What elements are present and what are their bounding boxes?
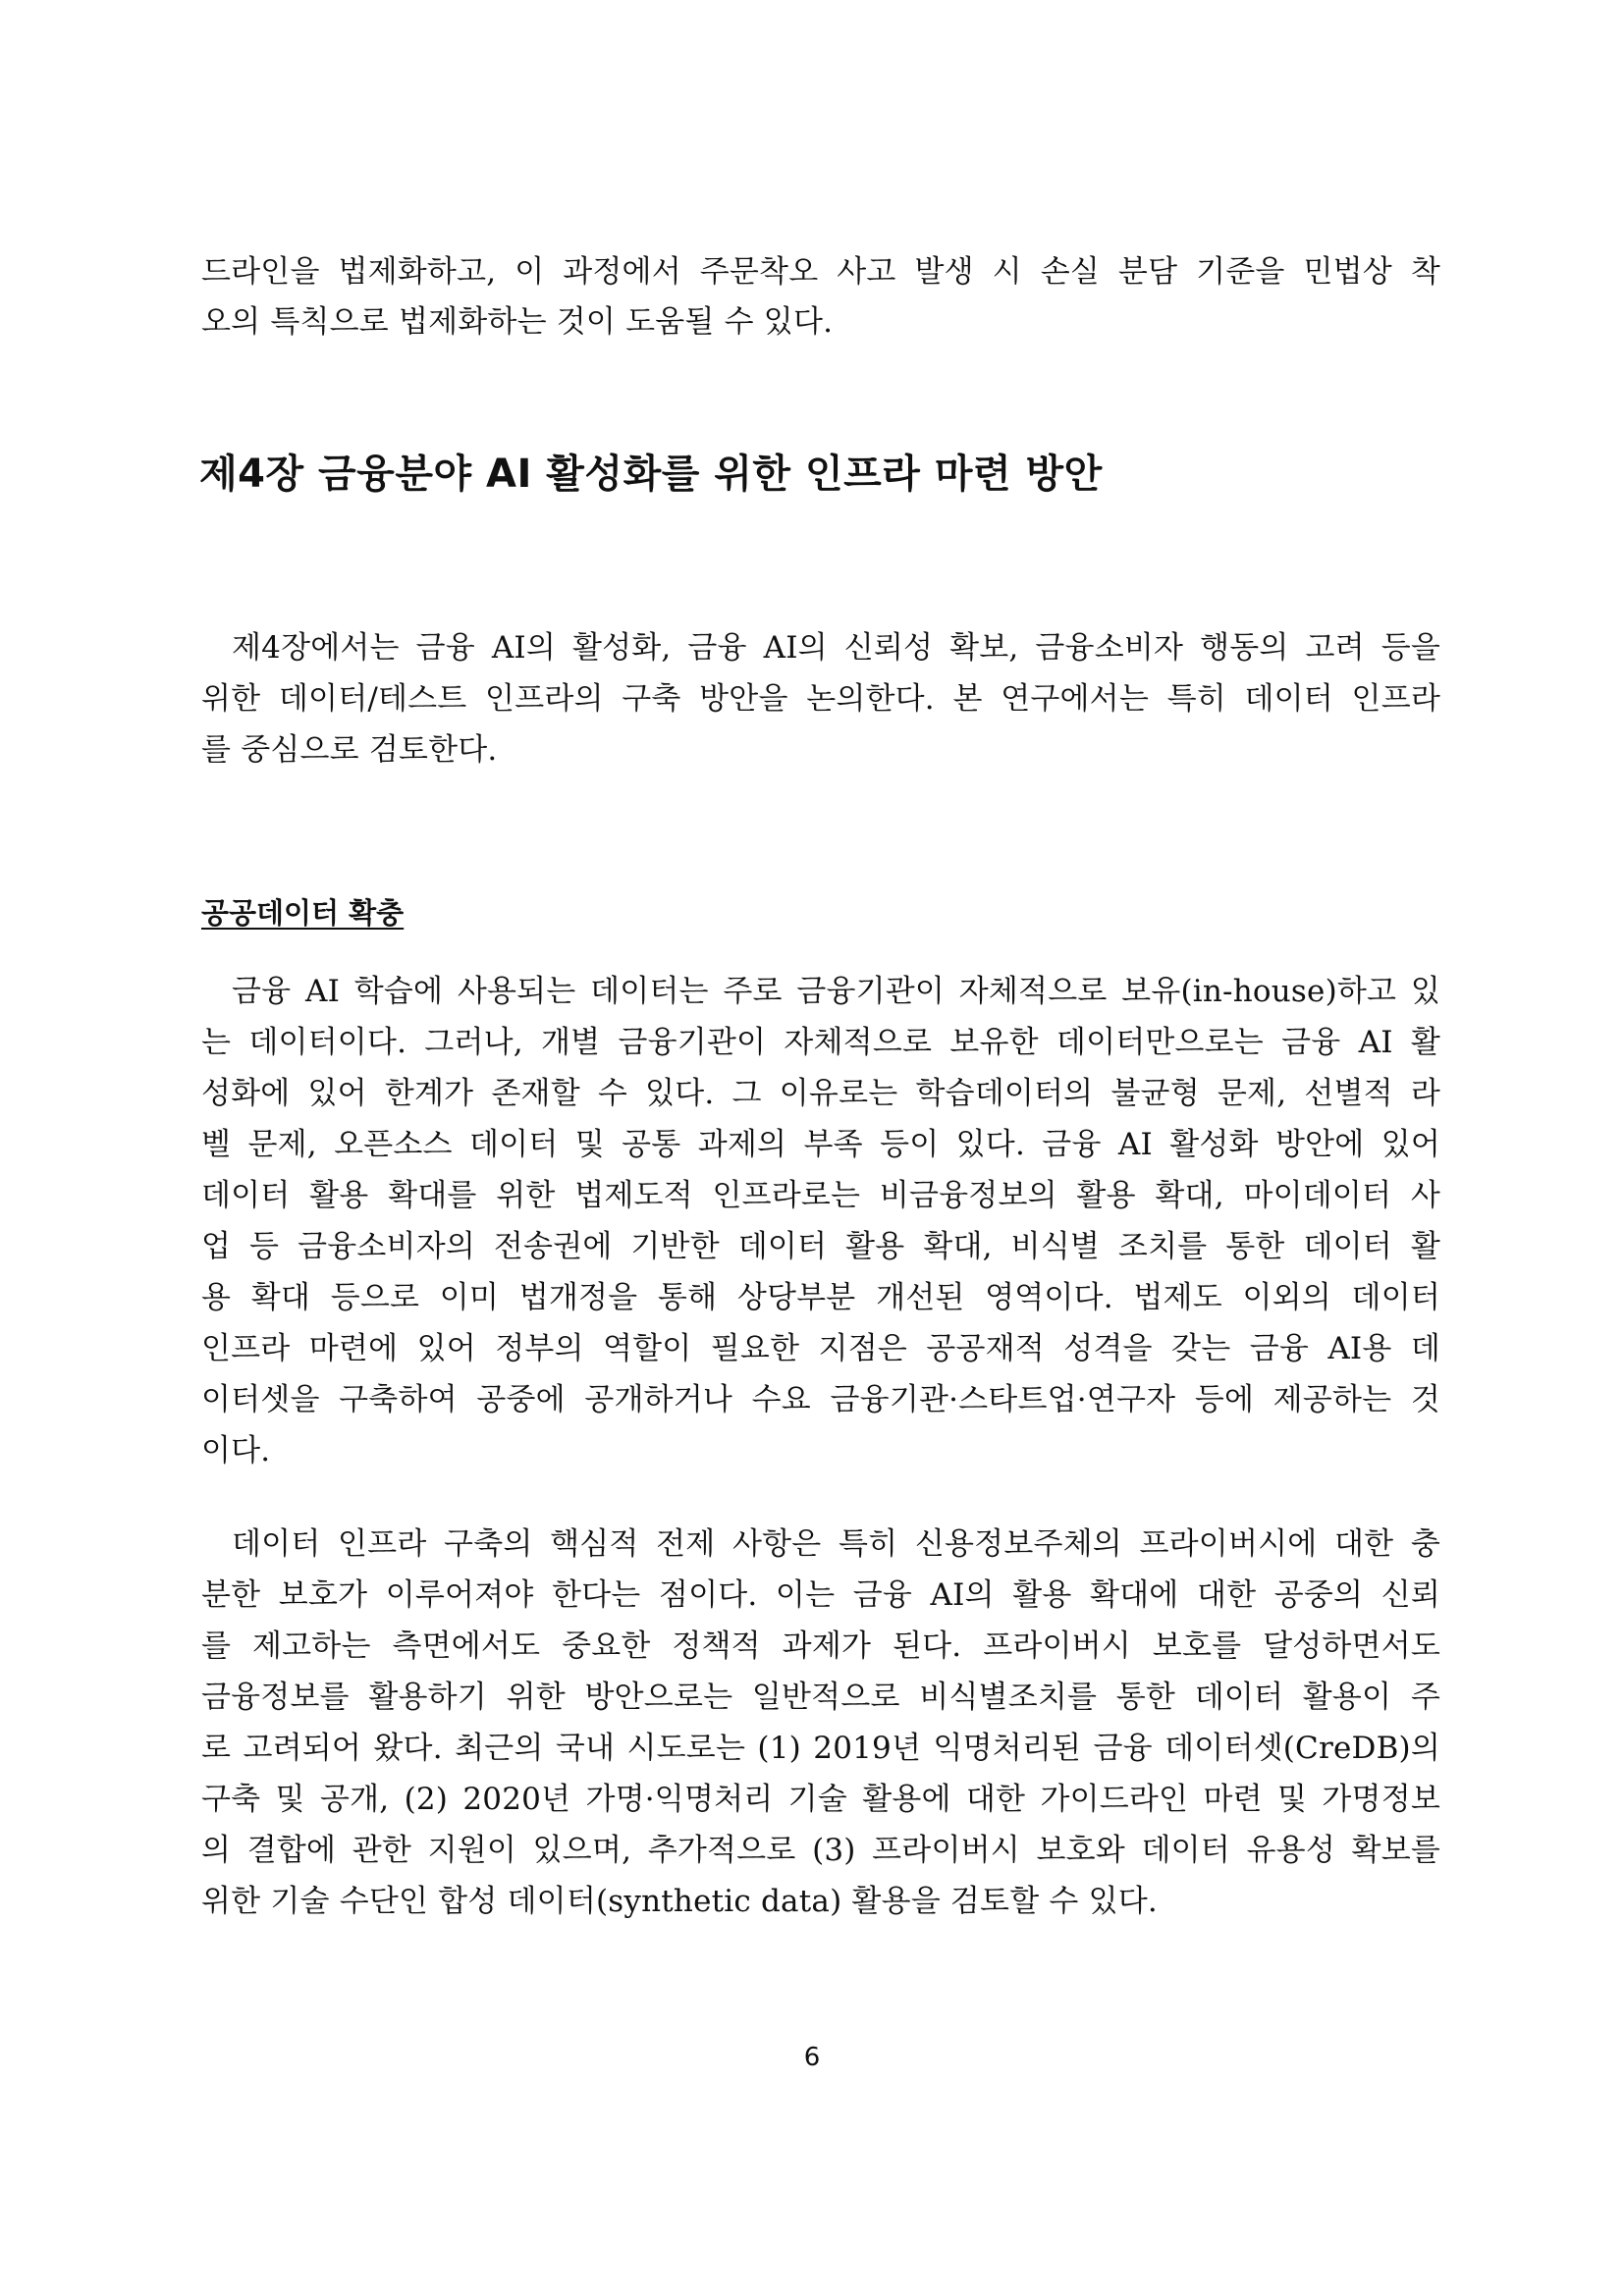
paragraph1-line: 인프라 마련에 있어 정부의 역할이 필요한 지점은 공공재적 성격을 갖는 금융 AI용 데 (201, 1331, 1440, 1366)
continuation-line: 오의 특칙으로 법제화하는 것이 도움될 수 있다. (201, 304, 834, 340)
paragraph1-line: 벨 문제, 오픈소스 데이터 및 공통 과제의 부족 등이 있다. 금융 AI 활성화 방안에 있어 (201, 1127, 1440, 1162)
paragraph2-line: 구축 및 공개, (2) 2020년 가명·익명처리 기술 활용에 대한 가이드라인 마련 및 가명정보 (201, 1782, 1440, 1817)
paragraph2-line: 를 제고하는 측면에서도 중요한 정책적 과제가 된다. 프라이버시 보호를 달성하면서도 (201, 1629, 1440, 1664)
paragraph1-line: 이다. (201, 1433, 271, 1468)
paragraph1-line: 성화에 있어 한계가 존재할 수 있다. 그 이유로는 학습데이터의 불균형 문제, 선별적 라 (201, 1076, 1440, 1111)
paragraph2-line: 분한 보호가 이루어져야 한다는 점이다. 이는 금융 AI의 활용 확대에 대한 공중의 신뢰 (201, 1577, 1440, 1613)
paragraph2-line: 위한 기술 수단인 합성 데이터(synthetic data) 활용을 검토할 수 있다. (201, 1884, 1158, 1919)
paragraph2-line: 의 결합에 관한 지원이 있으며, 추가적으로 (3) 프라이버시 보호와 데이터 유용성 확보를 (201, 1833, 1440, 1868)
paragraph1-line: 이터셋을 구축하여 공중에 공개하거나 수요 금융기관·스타트업·연구자 등에 제공하는 것 (201, 1382, 1440, 1417)
paragraph1-line: 데이터 활용 확대를 위한 법제도적 인프라로는 비금융정보의 활용 확대, 마이데이터 사 (201, 1178, 1440, 1213)
intro-line: 를 중심으로 검토한다. (201, 732, 498, 768)
intro-line: 위한 데이터/테스트 인프라의 구축 방안을 논의한다. 본 연구에서는 특히 데이터 인프라 (201, 681, 1440, 717)
paragraph2-line: 데이터 인프라 구축의 핵심적 전제 사항은 특히 신용정보주체의 프라이버시에 대한 충 (232, 1526, 1440, 1562)
paragraph1-line: 금융 AI 학습에 사용되는 데이터는 주로 금융기관이 자체적으로 보유(in-house)하고 있 (232, 974, 1440, 1009)
paragraph2-line: 금융정보를 활용하기 위한 방안으로는 일반적으로 비식별조치를 통한 데이터 활용이 주 (201, 1680, 1440, 1715)
paragraph1-line: 는 데이터이다. 그러나, 개별 금융기관이 자체적으로 보유한 데이터만으로는 금융 AI 활 (201, 1025, 1440, 1060)
paragraph1-line: 용 확대 등으로 이미 법개정을 통해 상당부분 개선된 영역이다. 법제도 이외의 데이터 (201, 1280, 1440, 1315)
paragraph2-line: 로 고려되어 왔다. 최근의 국내 시도로는 (1) 2019년 익명처리된 금융 데이터셋(CreDB)의 (201, 1731, 1440, 1766)
section-heading: 공공데이터 확충 (201, 896, 405, 930)
paragraph1-line: 업 등 금융소비자의 전송권에 기반한 데이터 활용 확대, 비식별 조치를 통한 데이터 활 (201, 1229, 1440, 1264)
intro-line: 제4장에서는 금융 AI의 활성화, 금융 AI의 신뢰성 확보, 금융소비자 행동의 고려 등을 (232, 630, 1440, 666)
continuation-line: 드라인을 법제화하고, 이 과정에서 주문착오 사고 발생 시 손실 분담 기준을 민법상 착 (201, 254, 1440, 290)
chapter-title: 제4장 금융분야 AI 활성화를 위한 인프라 마련 방안 (199, 452, 1103, 497)
page-number: 6 (803, 2043, 821, 2072)
